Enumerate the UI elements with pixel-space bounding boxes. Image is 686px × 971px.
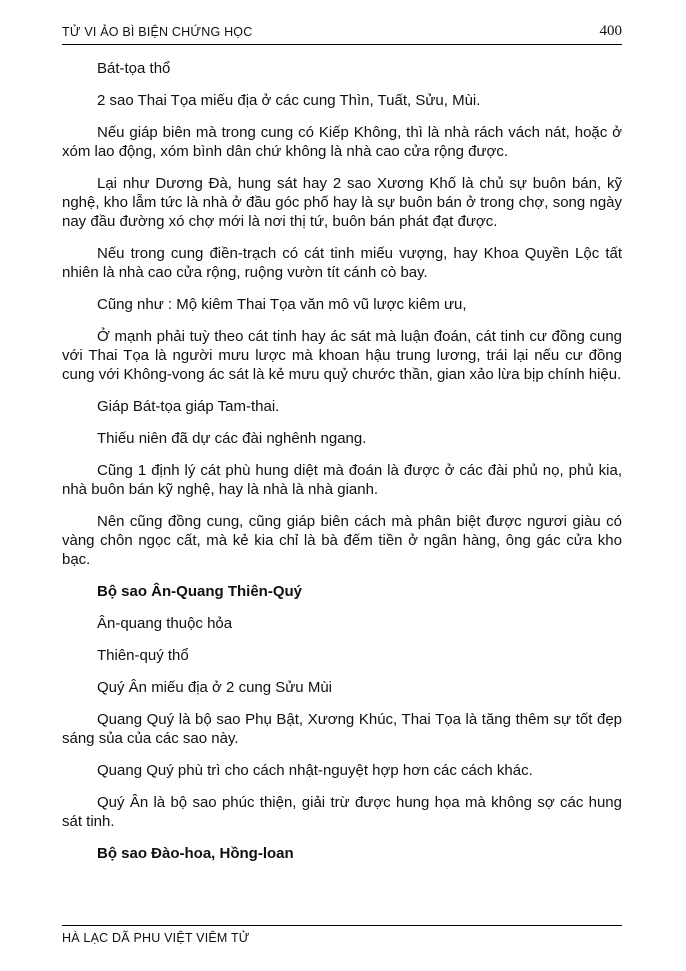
page-body [62,59,622,876]
paragraph: Cũng 1 định lý cát phù hung diệt mà đoán là được ở các đài phủ nọ, phủ kia, nhà buôn bán kỹ nghệ, hay là nhà là nhà gianh. [62,462,622,498]
paragraph: Ở mạnh phải tuỳ theo cát tinh hay ác sát mà luận đoán, cát tinh cư đồng cung với Thai Tọa là người mưu lược mà khoan hậu trung lương, trái lại nếu cư đồng cung với Không-vong ác sát là kẻ mưu quỷ chước thần, gian xảo lừa bịp chính hiệu. [62,328,622,383]
paragraph: Nếu giáp biên mà trong cung có Kiếp Không, thì là nhà rách vách nát, hoặc ở xóm lao động, xóm bình dân chứ không là nhà cao cửa rộng được. [62,124,622,160]
paragraph: Quý Ân là bộ sao phúc thiện, giải trừ được hung họa mà không sợ các hung sát tinh. [62,794,622,830]
header-title: TỬ VI ẢO BÌ BIỆN CHỨNG HỌC [62,25,253,39]
paragraph: Thiên-quý thổ [97,647,189,664]
section-heading: Bộ sao Ân-Quang Thiên-Quý [97,583,302,600]
paragraph: Thiếu niên đã dự các đài nghênh ngang. [97,430,367,447]
paragraph: 2 sao Thai Tọa miếu địa ở các cung Thìn, Tuất, Sửu, Mùi. [97,92,481,109]
page-footer [62,925,622,947]
section-heading: Bộ sao Đào-hoa, Hồng-loan [97,845,294,862]
paragraph: Quang Quý là bộ sao Phụ Bật, Xương Khúc, Thai Tọa là tăng thêm sự tốt đẹp sáng sủa của các sao này. [62,711,622,747]
paragraph: Lại như Dương Đà, hung sát hay 2 sao Xương Khố là chủ sự buôn bán, kỹ nghệ, kho lẫm tức là nhà ở đầu góc phố hay là sự buôn bán ở trong chợ, song ngày nay đầu đường xó chợ mới là nơi thị tứ, buôn bán phát đạt được. [62,175,622,230]
paragraph: Quang Quý phù trì cho cách nhật-nguyệt hợp hơn các cách khác. [97,762,533,779]
paragraph: Nên cũng đồng cung, cũng giáp biên cách mà phân biệt được ngươi giàu có vàng chôn ngọc cất, mà kẻ kia chỉ là bà đếm tiền ở ngân hàng, ông gác cửa kho bạc. [62,513,622,568]
paragraph: Bát-tọa thổ [97,60,171,77]
page-header [62,22,622,45]
footer-text: HÀ LẠC DÃ PHU VIỆT VIÊM TỬ [62,931,250,945]
paragraph: Quý Ân miếu địa ở 2 cung Sửu Mùi [97,679,332,696]
paragraph: Giáp Bát-tọa giáp Tam-thai. [97,398,280,415]
paragraph: Cũng như : Mộ kiêm Thai Tọa văn mô vũ lược kiêm ưu, [97,296,467,313]
paragraph: Nếu trong cung điền-trạch có cát tinh miếu vượng, hay Khoa Quyền Lộc tất nhiên là nhà cao cửa rộng, ruộng vườn tít cánh cò bay. [62,245,622,281]
paragraph: Ân-quang thuộc hỏa [97,615,233,632]
page-number: 400 [599,23,622,39]
